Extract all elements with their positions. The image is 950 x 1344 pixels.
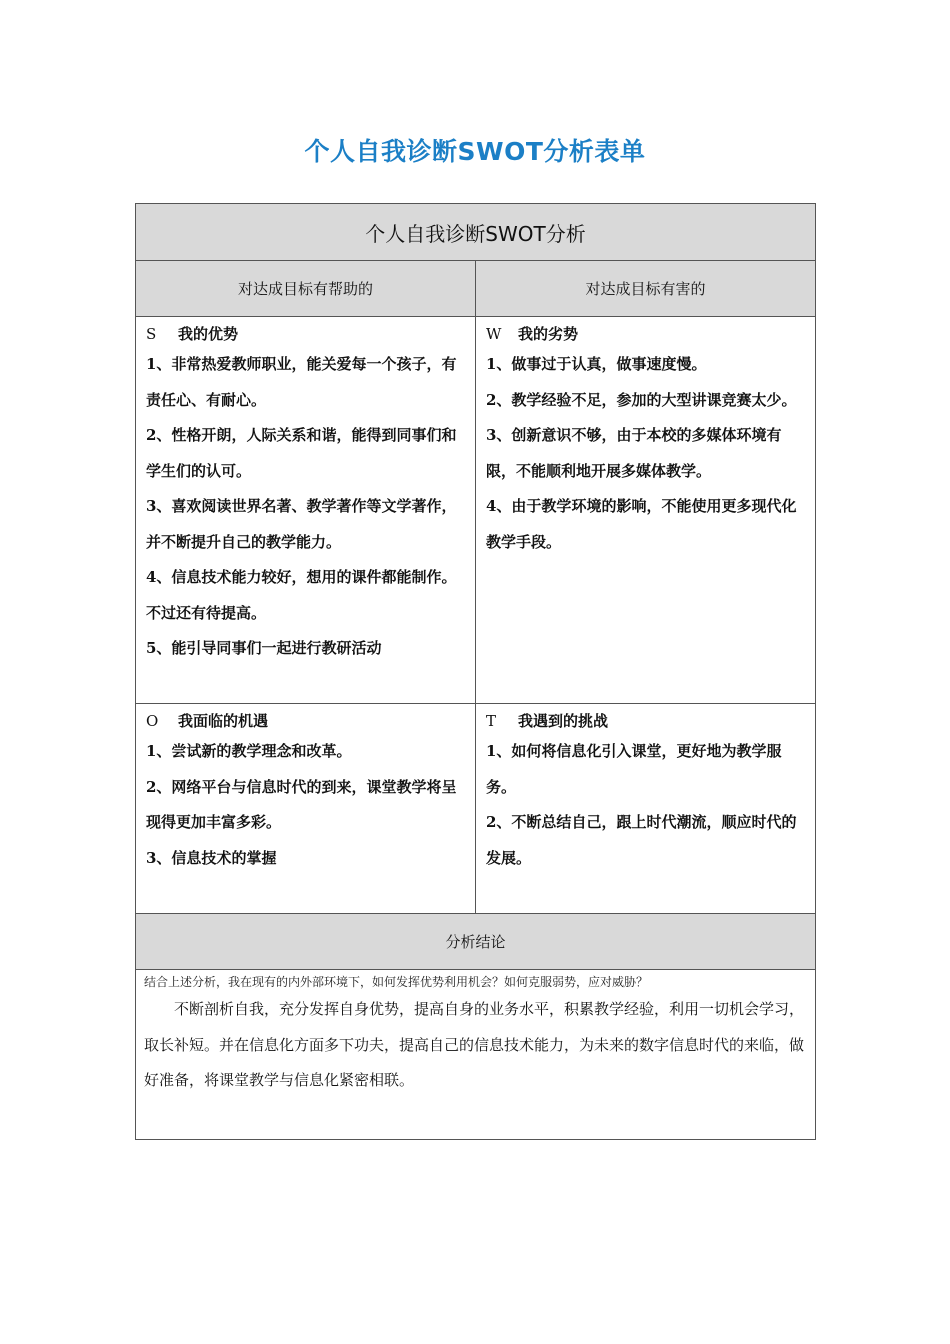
opportunities-title: 我面临的机遇 <box>178 712 269 730</box>
strengths-cell <box>136 317 476 704</box>
opportunity-item: 1、尝试新的教学理念和改革。 <box>146 742 352 760</box>
weakness-item: 3、创新意识不够，由于本校的多媒体环境有限，不能顺利地开展多媒体教学。 <box>486 426 782 480</box>
column-helpful-header: 对达成目标有帮助的 <box>136 261 476 317</box>
threats-letter: T <box>486 712 497 730</box>
threats-cell <box>476 704 816 914</box>
weakness-item: 2、教学经验不足，参加的大型讲课竞赛太少。 <box>486 390 797 409</box>
opportunities-cell <box>136 704 476 914</box>
threats-heading <box>486 708 806 734</box>
strength-item: 4、信息技术能力较好，想用的课件都能制作。不过还有待提高。 <box>146 568 457 622</box>
strength-item: 5、能引导同事们一起进行教研活动 <box>146 639 382 657</box>
strength-item: 1、非常热爱教师职业，能关爱每一个孩子，有责任心、有耐心。 <box>146 355 457 409</box>
strengths-heading <box>146 321 466 347</box>
strength-item: 2、性格开朗，人际关系和谐，能得到同事们和学生们的认可。 <box>146 426 457 480</box>
conclusion-prompt: 结合上述分析，我在现有的内外部环境下，如何发挥优势利用机会？如何克服弱势，应对威胁？ <box>144 975 649 989</box>
strengths-title: 我的优势 <box>178 325 239 343</box>
weakness-item: 1、做事过于认真，做事速度慢。 <box>486 355 707 373</box>
opportunities-letter: O <box>146 712 159 730</box>
opportunity-item: 2、网络平台与信息时代的到来，课堂教学将呈现得更加丰富多彩。 <box>146 777 457 831</box>
weaknesses-letter: W <box>486 325 502 343</box>
weaknesses-heading <box>486 321 806 347</box>
strength-item: 3、喜欢阅读世界名著、教学著作等文学著作，并不断提升自己的教学能力。 <box>146 497 457 551</box>
threats-title: 我遇到的挑战 <box>518 712 609 730</box>
conclusion-heading: 分析结论 <box>136 914 816 970</box>
conclusion-text: 不断剖析自我，充分发挥自身优势，提高自身的业务水平，积累教学经验，利用一切机会学习，取长补短。并在信息化方面多下功夫，提高自己的信息技术能力，为未来的数字信息时代的来临，做好准备，将课堂教学与信息化紧密相联。 <box>144 1000 805 1089</box>
document-title: 个人自我诊断SWOT分析表单 <box>304 137 646 166</box>
conclusion-cell <box>136 970 816 1140</box>
strengths-letter: S <box>146 325 157 343</box>
swot-table <box>135 203 816 1140</box>
column-harmful-header: 对达成目标有害的 <box>476 261 816 317</box>
opportunity-item: 3、信息技术的掌握 <box>146 848 277 867</box>
opportunities-heading <box>146 708 466 734</box>
table-title: 个人自我诊断SWOT分析 <box>136 204 816 261</box>
weakness-item: 4、由于教学环境的影响，不能使用更多现代化教学手段。 <box>486 497 797 551</box>
weaknesses-title: 我的劣势 <box>518 325 579 343</box>
threat-item: 1、如何将信息化引入课堂，更好地为教学服务。 <box>486 742 782 796</box>
threat-item: 2、不断总结自己，跟上时代潮流，顺应时代的发展。 <box>486 813 797 867</box>
weaknesses-cell <box>476 317 816 704</box>
